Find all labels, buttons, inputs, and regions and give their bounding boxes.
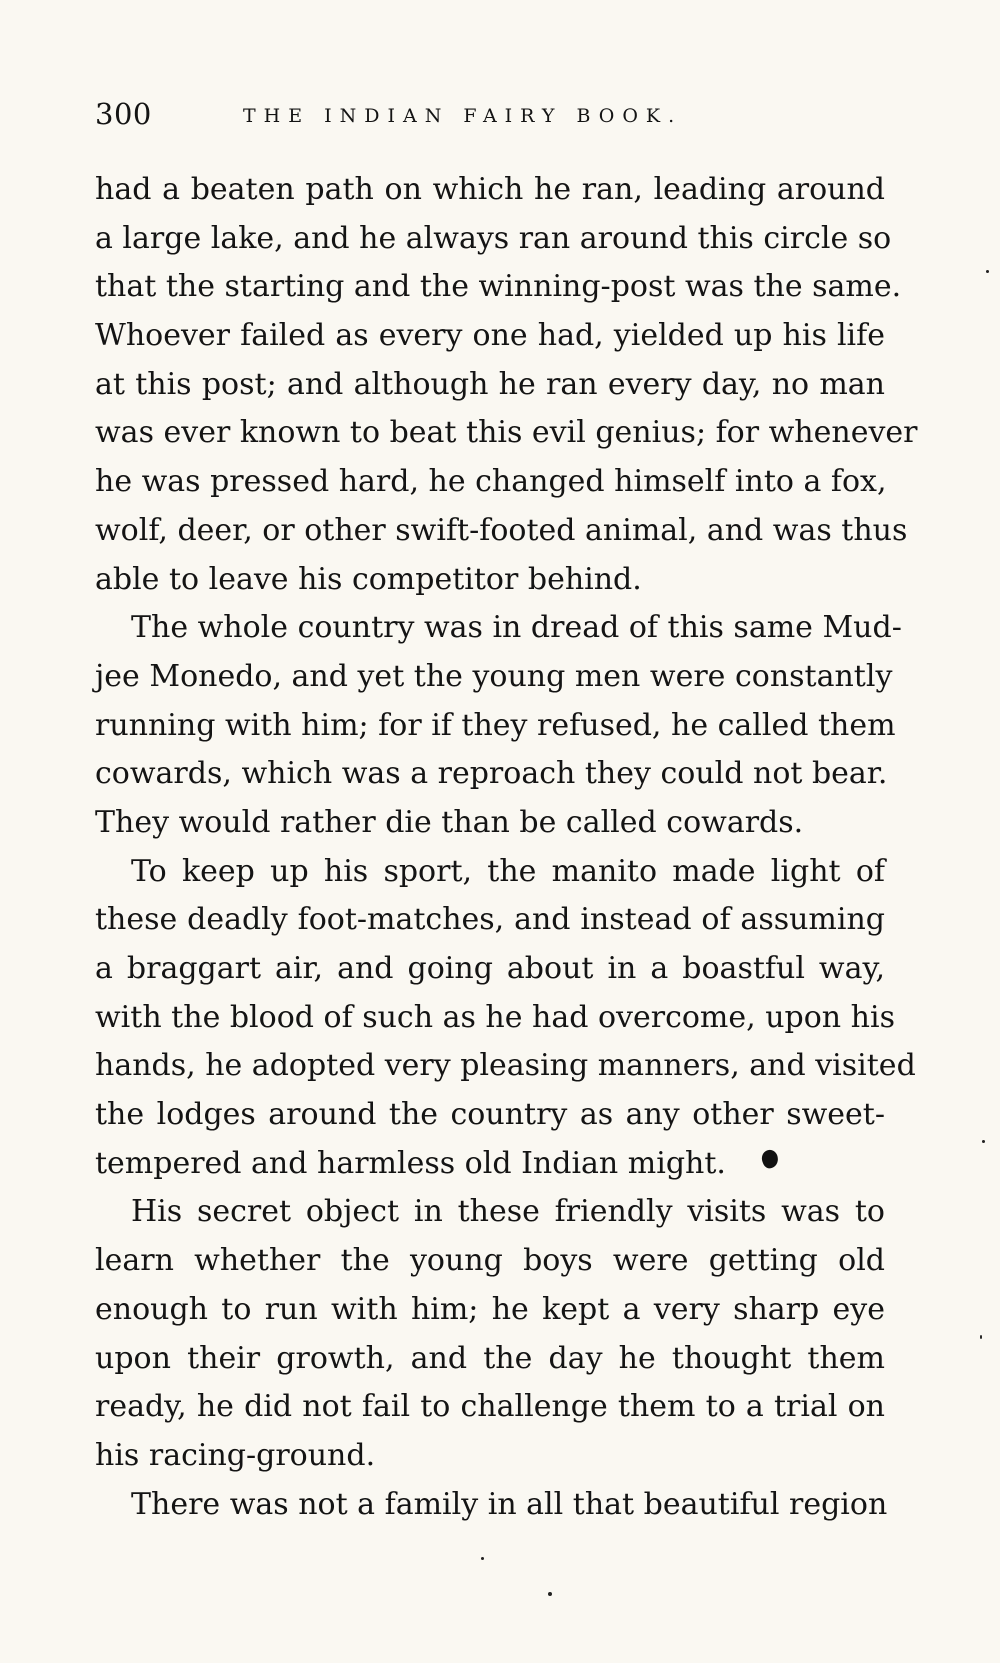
text-line: Whoever failed as every one had, yielded up his life — [95, 318, 885, 354]
paragraph-1 — [95, 166, 918, 604]
text-line: running with him; for if they refused, he called them — [95, 707, 896, 743]
text-line: learn whether the young boys were getting old — [95, 1243, 885, 1279]
page-number: 300 — [95, 97, 152, 131]
ink-speck — [481, 1557, 484, 1560]
body-text — [95, 166, 918, 1529]
ink-speck — [986, 270, 989, 273]
text-line: tempered and harmless old Indian might. — [95, 1145, 726, 1181]
text-line: jee Monedo, and yet the young men were constantly — [95, 658, 893, 694]
text-line: his racing-ground. — [95, 1437, 376, 1473]
text-line: these deadly foot-matches, and instead of assuming — [95, 902, 885, 938]
text-line: able to leave his competitor behind. — [95, 561, 642, 597]
text-line: a large lake, and he always ran around this circle so — [95, 220, 892, 256]
text-line: hands, he adopted very pleasing manners, and visited — [95, 1048, 916, 1084]
paragraph-2 — [95, 604, 902, 847]
text-line: The whole country was in dread of this same Mud- — [131, 610, 902, 646]
text-line: upon their growth, and the day he thought them — [95, 1340, 885, 1376]
ink-speck — [980, 1335, 982, 1339]
text-line: with the blood of such as he had overcome, upon his — [95, 999, 895, 1035]
text-line: the lodges around the country as any other sweet- — [95, 1097, 885, 1133]
text-line: was ever known to beat this evil genius; for whenever — [95, 415, 918, 451]
text-line: They would rather die than be called cowards. — [95, 804, 804, 840]
ink-speck — [982, 1140, 985, 1143]
ink-speck — [548, 1592, 552, 1596]
paragraph-3 — [95, 848, 916, 1189]
text-line: enough to run with him; he kept a very sharp eye — [95, 1291, 885, 1327]
text-line: at this post; and although he ran every day, no man — [95, 366, 885, 402]
text-line: he was pressed hard, he changed himself into a fox, — [95, 464, 887, 500]
running-head: THE INDIAN FAIRY BOOK. — [243, 105, 683, 127]
text-line: a braggart air, and going about in a boastful way, — [95, 951, 885, 986]
text-line: wolf, deer, or other swift-footed animal, and was thus — [95, 512, 908, 548]
text-line: that the starting and the winning-post was the same. — [95, 269, 902, 305]
text-line: ready, he did not fail to challenge them to a trial on — [95, 1389, 885, 1425]
text-line: There was not a family in all that beautiful region — [131, 1486, 888, 1522]
paragraph-4 — [95, 1188, 885, 1480]
text-line: To keep up his sport, the manito made light of — [131, 853, 885, 889]
text-line: cowards, which was a reproach they could not bear. — [95, 756, 888, 792]
paragraph-5 — [95, 1481, 888, 1530]
text-line: had a beaten path on which he ran, leading around — [95, 172, 885, 207]
text-line: His secret object in these friendly visits was to — [131, 1194, 885, 1230]
page-header — [95, 96, 910, 136]
